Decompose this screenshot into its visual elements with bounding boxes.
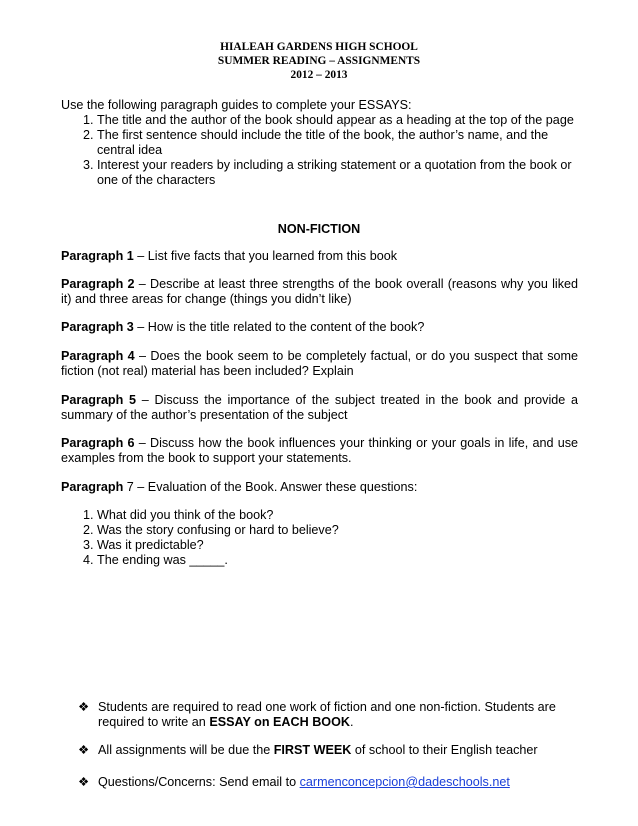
intro-lead: Use the following paragraph guides to complete your ESSAYS: [61,98,412,112]
evaluation-questions [61,508,578,568]
list-item: 2. The first sentence should include the title of the book, the author’s name, and the central idea [97,128,578,158]
paragraph-text: – How is the title related to the content of the book? [133,320,425,334]
paragraph-guide-4 [61,349,578,379]
paragraph-text: – List five facts that you learned from this book [133,249,397,263]
paragraph-label: Paragraph 6 [61,436,135,450]
diamond-bullet-icon: ❖ [78,743,90,757]
paragraph-text: – Describe at least three strengths of the book overall (reasons why you liked it) and three areas for change (things you didn’t like) [61,277,579,306]
paragraph-label: Paragraph 5 [61,393,137,407]
paragraph-text: – Does the book seem to be completely factual, or do you suspect that some fiction (not real) material has been included? Explain [61,349,578,378]
note-reading-requirement [78,700,578,730]
note-text: of school to their English teacher [351,743,538,757]
paragraph-label: Paragraph [61,480,124,494]
school-year: 2012 – 2013 [290,69,348,81]
list-item: 2. Was the story confusing or hard to believe? [97,523,578,538]
note-text: . [349,715,354,729]
list-item: 1. What did you think of the book? [97,508,578,523]
list-item: 1. The title and the author of the book should appear as a heading at the top of the page [97,113,578,128]
paragraph-guide-1 [61,249,578,264]
note-emphasis: FIRST WEEK [273,743,352,757]
paragraph-guide-7 [61,480,578,495]
note-text: Questions/Concerns: Send email to [98,775,300,789]
question-list [61,508,578,568]
contact-email-link[interactable]: carmenconcepcion@dadeschools.net [299,775,510,789]
paragraph-guide-6 [61,436,578,466]
paragraph-text: 7 – Evaluation of the Book. Answer these questions: [123,480,418,494]
paragraph-label: Paragraph 2 [61,277,135,291]
paragraph-guide-5 [61,393,578,423]
paragraph-guide-2 [61,277,578,307]
intro-list [61,113,578,188]
document-subtitle: SUMMER READING – ASSIGNMENTS [217,55,421,67]
list-item: 4. The ending was _____. [97,553,578,568]
section-title: NON-FICTION [277,222,361,236]
paragraph-label: Paragraph 4 [61,349,135,363]
paragraph-guide-3 [61,320,578,335]
note-text: All assignments will be due the [98,743,274,757]
note-contact [78,775,578,790]
diamond-bullet-icon: ❖ [78,700,90,714]
paragraph-label: Paragraph 3 [61,320,134,334]
paragraph-text: – Discuss the importance of the subject treated in the book and provide a summary of the author’s presentation of the subject [61,393,578,422]
note-emphasis: ESSAY on EACH BOOK [209,715,350,729]
list-item: 3. Interest your readers by including a striking statement or a quotation from the book or one of the characters [97,158,578,188]
school-name: HIALEAH GARDENS HIGH SCHOOL [220,41,418,53]
diamond-bullet-icon: ❖ [78,775,90,789]
list-item: 3. Was it predictable? [97,538,578,553]
paragraph-text: – Discuss how the book influences your thinking or your goals in life, and use examples from the book to support your statements. [61,436,578,465]
paragraph-label: Paragraph 1 [61,249,134,263]
intro-section [61,98,578,188]
note-text: Students are required to read one work of fiction and one non-fiction. Students are required to write an [98,700,556,729]
note-due-date [78,743,578,758]
